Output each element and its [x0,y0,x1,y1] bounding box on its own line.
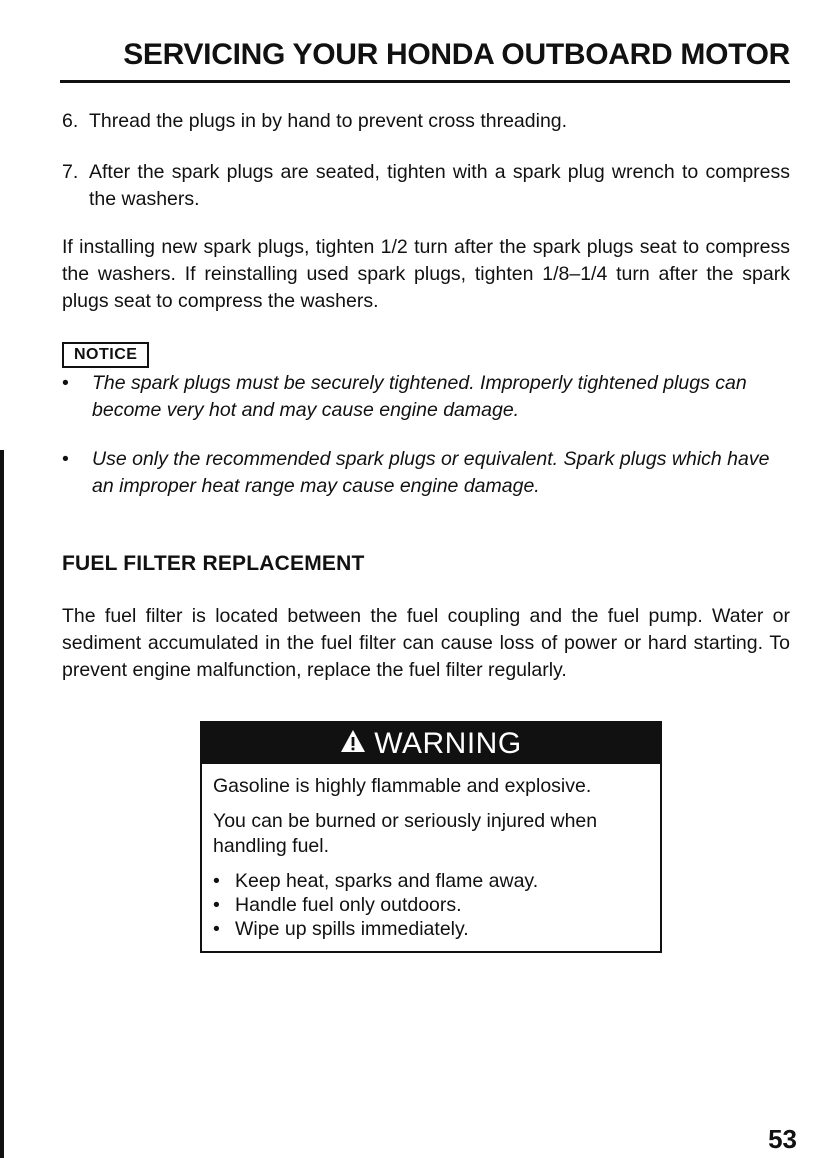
step-list [62,108,790,213]
fuel-filter-paragraph: The fuel filter is located between the fuel coupling and the fuel pump. Water or sediment accumulated in the fuel filter can cause loss of power or hard starting. To prevent engine malfunction, replace the fuel filter regularly. [62,605,790,681]
step-number: 7. [62,161,79,183]
warning-triangle-icon [340,727,366,761]
step-number: 6. [62,110,79,132]
warning-item [213,893,648,917]
warning-header [202,723,660,764]
page-title: SERVICING YOUR HONDA OUTBOARD MOTOR [123,38,790,71]
warning-item [213,869,648,893]
step-item [62,108,790,135]
warning-list [213,869,648,941]
notice-item-text: Use only the recommended spark plugs or equivalent. Spark plugs which have an improper heat range may cause engine damage. [92,448,770,497]
scan-edge-shadow [0,450,4,1158]
notice-list [62,370,790,500]
section-heading: FUEL FILTER REPLACEMENT [62,552,365,575]
notice-item-text: The spark plugs must be securely tightened. Improperly tightened plugs can become very hot and may cause engine damage. [92,372,747,421]
notice-label: NOTICE [62,342,149,368]
step-text: Thread the plugs in by hand to prevent cross threading. [89,110,568,132]
notice-item [62,370,790,424]
title-divider [60,80,790,83]
warning-item-text: Handle fuel only outdoors. [235,894,462,916]
bullet-icon: • [213,894,220,916]
step-item [62,159,790,213]
warning-box [200,721,662,953]
bullet-icon: • [213,918,220,940]
bullet-icon: • [62,448,69,470]
warning-line: You can be burned or seriously injured when handling fuel. [213,810,598,857]
warning-item-text: Keep heat, sparks and flame away. [235,870,539,892]
step-text: After the spark plugs are seated, tighten with a spark plug wrench to compress the washers. [89,161,790,210]
notice-item [62,446,790,500]
warning-item [213,917,648,941]
install-paragraph: If installing new spark plugs, tighten 1/2 turn after the spark plugs seat to compress the washers. If reinstalling used spark plugs, tighten 1/8–1/4 turn after the spark plugs seat to compress the washers. [62,236,790,312]
warning-item-text: Wipe up spills immediately. [235,918,469,940]
page-number: 53 [768,1124,797,1154]
warning-line: Gasoline is highly flammable and explosive. [213,775,592,797]
warning-body [202,764,660,941]
warning-title: WARNING [374,726,522,760]
bullet-icon: • [62,372,69,394]
bullet-icon: • [213,870,220,892]
